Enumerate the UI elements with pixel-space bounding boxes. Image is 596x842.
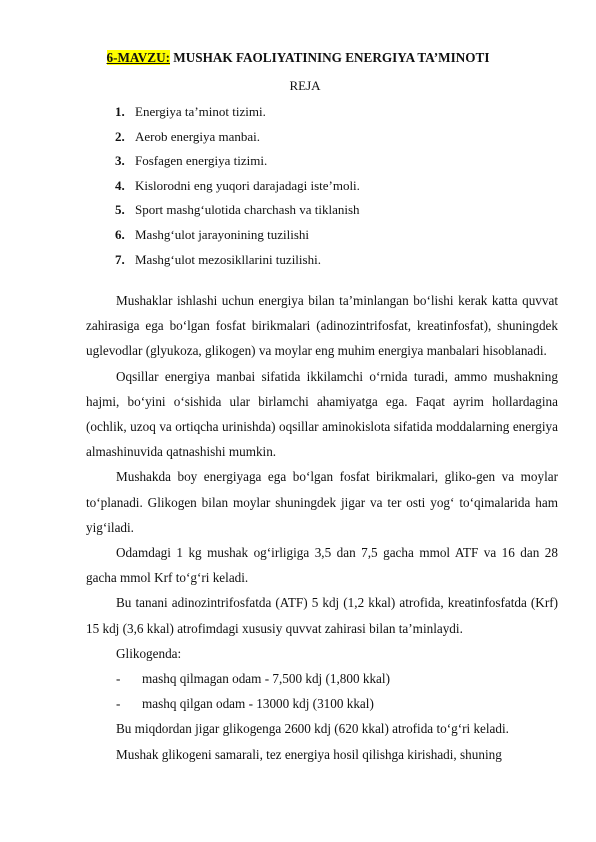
- plan-item: [115, 125, 360, 150]
- plan-item: [115, 223, 360, 248]
- plan-item-number: 6.: [115, 226, 125, 242]
- plan-item-text: Aerob energiya manbai.: [135, 128, 261, 144]
- dash-item: [86, 691, 558, 716]
- plan-item-number: 7.: [115, 251, 125, 267]
- plan-heading: REJA: [289, 78, 321, 93]
- plan-item-number: 1.: [115, 104, 125, 119]
- plan-item-text: Sport mashg‘ulotida charchash va tiklanish: [135, 202, 360, 218]
- plan-item-number: 2.: [115, 128, 125, 144]
- plan-item-text: Mashg‘ulot mezosikllarini tuzilishi.: [135, 251, 321, 267]
- dash-text: mashq qilgan odam - 13000 kdj (3100 kkal): [142, 696, 374, 712]
- plan-list: [115, 100, 360, 272]
- document-body: [86, 288, 558, 767]
- dash-text: mashq qilmagan odam - 7,500 kdj (1,800 kkal): [142, 671, 390, 687]
- plan-item: [115, 149, 360, 174]
- plan-item-number: 3.: [115, 153, 125, 169]
- page-title: [0, 50, 596, 66]
- paragraph: Bu miqdordan jigar glikogenga 2600 kdj (620 kkal) atrofida to‘g‘ri keladi.: [116, 721, 509, 737]
- paragraph: Odamdagi 1 kg mushak og‘irligiga 3,5 dan 7,5 gacha mmol ATF va 16 dan 28 gacha mmol Krf to‘g‘ri keladi.: [86, 545, 558, 586]
- paragraph: Mushakda boy energiyaga ega bo‘lgan fosfat birikmalari, gliko-gen va moylar to‘planadi. Glikogen bilan moylar shuningdek jigar va ter osti yog‘ to‘qimalarida ham yig‘iladi.: [86, 469, 558, 535]
- plan-item-text: Mashg‘ulot jarayonining tuzilishi: [135, 226, 310, 242]
- paragraph: Bu tanani adinozintrifosfatda (ATF) 5 kdj (1,2 kkal) atrofida, kreatinfosfatda (Krf) 15 kdj (3,6 kkal) atrofimdagi xususiy quvvat zahirasi bilan ta’minlaydi.: [86, 595, 558, 636]
- plan-item: [115, 198, 360, 223]
- plan-item-number: 4.: [115, 177, 125, 193]
- plan-item: [115, 248, 360, 273]
- dash-marker: -: [116, 671, 121, 687]
- plan-item-text: Kislorodni eng yuqori darajadagi iste’moli.: [135, 177, 360, 193]
- plan-item-text: Fosfagen energiya tizimi.: [135, 153, 268, 169]
- plan-item-number: 5.: [115, 202, 125, 218]
- topic-label: 6-MAVZU:: [106, 50, 170, 65]
- plan-item: [115, 100, 360, 125]
- plan-item: [115, 174, 360, 199]
- paragraph: Oqsillar energiya manbai sifatida ikkilamchi o‘rnida turadi, ammo mushakning hajmi, bo‘yini o‘sishida ular birlamchi ahamiyatga ega. Faqat ayrim hollardagina (ochlik, uzoq va ortiqcha urinishda) oqsillar aminokislota sifatida moddalarning energiya almashinuvida qatnashishi mumkin.: [86, 368, 558, 460]
- topic-title-text: MUSHAK FAOLIYATINING ENERGIYA TA’MINOTI: [170, 50, 490, 65]
- paragraph: Glikogenda:: [116, 645, 182, 661]
- paragraph: Mushaklar ishlashi uchun energiya bilan ta’minlangan bo‘lishi kerak katta quvvat zahirasiga ega bo‘lgan fosfat birikmalari (adinozintrifosfat, kreatinfosfat), shuningdek uglevodlar (glyukoza, glikogen) va moylar eng muhim energiya manbalari hisoblanadi.: [86, 293, 558, 359]
- plan-item-text: Energiya ta’minot tizimi.: [135, 104, 266, 119]
- dash-item: [86, 666, 558, 691]
- paragraph: Mushak glikogeni samarali, tez energiya hosil qilishga kirishadi, shuning: [116, 746, 502, 762]
- dash-marker: -: [116, 696, 121, 712]
